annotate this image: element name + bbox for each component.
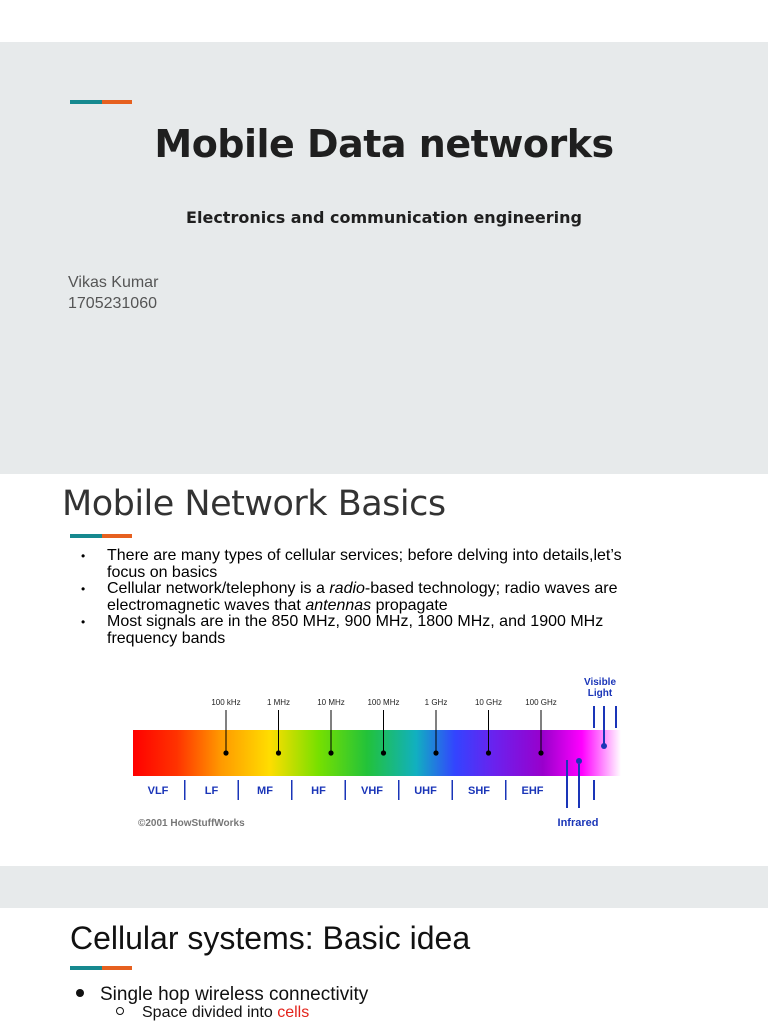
electromagnetic-spectrum-diagram [124, 672, 644, 842]
band-label: HF [311, 785, 326, 797]
band-labels [148, 780, 544, 800]
frequency-tick-label: 10 MHz [317, 698, 345, 707]
author-name: Vikas Kumar [68, 274, 159, 291]
bullet-icon [76, 989, 84, 997]
frequency-tick-dot [276, 750, 281, 755]
frequency-tick-dot [486, 750, 491, 755]
band-label: UHF [414, 785, 437, 797]
slide-title: Cellular systems: Basic idea [70, 920, 471, 956]
frequency-tick-dot [381, 750, 386, 755]
slide-subtitle: Electronics and communication engineering [186, 208, 582, 227]
frequency-tick-dot [538, 750, 543, 755]
bullet-list [78, 548, 718, 647]
list-item: Single hop wireless connectivity [76, 984, 368, 1006]
spectrum-bar [133, 730, 621, 776]
sub-bullet-icon [116, 1007, 124, 1015]
frequency-tick-label: 10 GHz [474, 698, 503, 707]
frequency-tick-dot [223, 750, 228, 755]
title-slide [0, 42, 768, 474]
slide-title: Mobile Data networks [154, 122, 614, 166]
band-label: MF [257, 785, 273, 797]
infrared-label: Infrared [557, 817, 599, 829]
frequency-tick-dot [433, 750, 438, 755]
cellular-slide [0, 908, 768, 1024]
slide-title: Mobile Network Basics [62, 484, 446, 524]
visible-light-label-1: Visible [583, 677, 617, 688]
frequency-tick-label: 100 GHz [525, 698, 557, 707]
visible-light-label-2: Light [587, 688, 613, 699]
slide-separator [0, 866, 768, 908]
band-label: LF [204, 785, 219, 797]
frequency-tick-label: 100 MHz [367, 698, 400, 707]
frequency-tick-dot [328, 750, 333, 755]
frequency-tick-label: 1 MHz [266, 698, 291, 707]
frequency-tick-label: 1 GHz [424, 698, 448, 707]
list-item: • There are many types of cellular services; before delving into details,let’s focus on basics [78, 548, 718, 581]
copyright-credit: ©2001 HowStuffWorks [138, 818, 245, 829]
band-label: VLF [147, 785, 169, 797]
list-item: • Most signals are in the 850 MHz, 900 MHz, 1800 MHz, and 1900 MHz frequency bands [78, 614, 718, 647]
basics-slide [0, 474, 768, 866]
author-id: 1705231060 [68, 295, 157, 312]
list-item: Space divided into cells [116, 1004, 309, 1022]
band-label: VHF [361, 785, 383, 797]
band-label: EHF [521, 785, 544, 797]
band-label: SHF [468, 785, 490, 797]
frequency-tick-label: 100 kHz [211, 698, 241, 707]
list-item: • Cellular network/telephony is a radio-based technology; radio waves are electromagnetic waves that antennas propagate [78, 581, 718, 614]
